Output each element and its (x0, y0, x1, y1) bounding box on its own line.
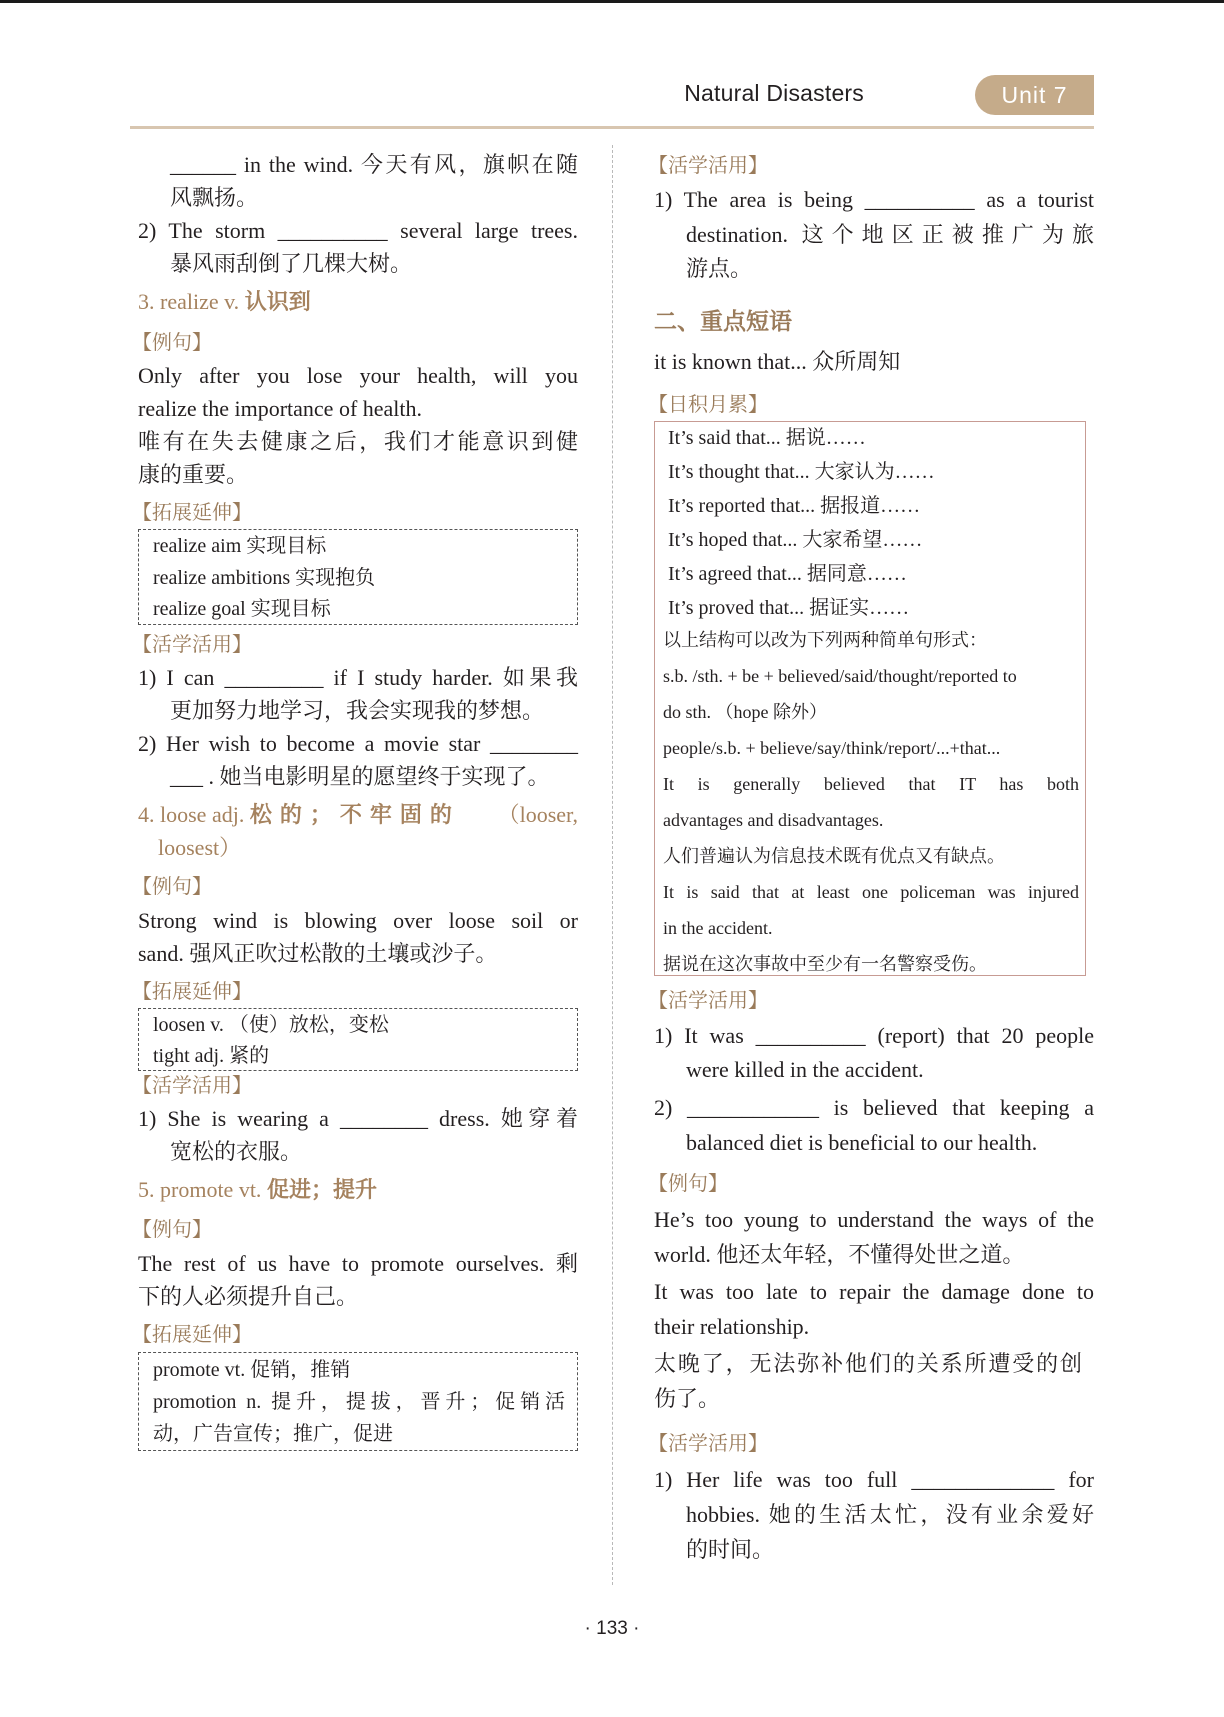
text-line: 宽松的衣服。 (170, 1139, 303, 1164)
note-line: 以上结构可以改为下列两种简单句形式： (663, 630, 987, 650)
note-line: do sth. （hope 除外） (663, 702, 827, 722)
text-line: 1) The area is being __________ as a tourist (654, 187, 1094, 212)
extension-box (138, 1352, 578, 1451)
text-line: 1) I can _________ if I study harder. 如果我 (138, 665, 578, 690)
section-label: 【日积月累】 (648, 392, 768, 416)
text-line: 暴风雨刮倒了几棵大树。 (170, 251, 413, 276)
phrase-item: It’s reported that... 据报道…… (668, 495, 921, 517)
text-line: 2) Her wish to become a movie star ________ (138, 731, 578, 756)
text-line: Only after you lose your health, will you (138, 363, 578, 388)
text-line: sand. 强风正吹过松散的土壤或沙子。 (138, 941, 498, 966)
vocab-heading: 5. promote vt. 促进；提升 (138, 1177, 377, 1202)
chapter-title: Natural Disasters (684, 80, 864, 106)
text-line: their relationship. (654, 1314, 810, 1339)
text-line: 康的重要。 (138, 462, 249, 487)
text-line: He’s too young to understand the ways of the (654, 1207, 1094, 1232)
text-line: 2) The storm __________ several large trees. (138, 218, 578, 243)
box-item: promote vt. 促销，推销 (153, 1359, 351, 1381)
box-item: loosen v. （使）放松，变松 (153, 1014, 389, 1036)
section-label: 【拓展延伸】 (132, 979, 252, 1003)
text-line: 更加努力地学习，我会实现我的梦想。 (170, 698, 545, 723)
note-line: in the accident. (663, 918, 773, 938)
section-label: 【例句】 (648, 1171, 728, 1195)
text-line: It was too late to repair the damage done to (654, 1279, 1094, 1304)
text-line: hobbies. 她的生活太忙，没有业余爱好 (686, 1502, 1094, 1527)
section-label: 【活学活用】 (648, 988, 768, 1012)
text-line: were killed in the accident. (686, 1057, 924, 1082)
text-line: destination. 这个地区正被推广为旅 (686, 222, 1094, 247)
text-line: ___ . 她当电影明星的愿望终于实现了。 (170, 764, 550, 789)
text-line: 下的人必须提升自己。 (138, 1284, 359, 1309)
note-line: It is generally believed that IT has both (663, 774, 1079, 794)
vocab-heading: 4. loose adj. 松的；不牢固的 （looser, (138, 802, 578, 827)
phrase-item: It’s agreed that... 据同意…… (668, 563, 907, 585)
box-item: 动，广告宣传；推广，促进 (153, 1423, 393, 1445)
section-label: 【拓展延伸】 (132, 500, 252, 524)
text-line: ______ in the wind. 今天有风，旗帜在随 (170, 152, 578, 177)
text-line: world. 他还太年轻，不懂得处世之道。 (654, 1242, 1025, 1267)
phrase-item: It’s thought that... 大家认为…… (668, 461, 935, 483)
section-label: 【例句】 (132, 874, 212, 898)
text-line: 唯有在失去健康之后，我们才能意识到健 (138, 429, 578, 454)
text-line: 风飘扬。 (170, 185, 259, 210)
text-line: 1) It was __________ (report) that 20 people (654, 1023, 1094, 1048)
section-label: 【例句】 (132, 330, 212, 354)
text-line: 1) She is wearing a ________ dress. 她穿着 (138, 1106, 578, 1131)
text-line: it is known that... 众所周知 (654, 349, 901, 374)
page-number: · 133 · (584, 1618, 640, 1639)
note-line: 据说在这次事故中至少有一名警察受伤。 (663, 954, 987, 974)
extension-box (138, 1008, 578, 1071)
note-line: It is said that at least one policeman was injured (663, 882, 1079, 902)
section-label: 【活学活用】 (132, 1073, 252, 1097)
text-line: 游点。 (686, 256, 753, 281)
text-line: 2) ____________ is believed that keeping a (654, 1095, 1094, 1120)
section-label: 【活学活用】 (648, 1431, 768, 1455)
text-line: 太晚了，无法弥补他们的关系所遭受的创 (654, 1351, 1082, 1376)
section-label: 【活学活用】 (648, 153, 768, 177)
box-item: promotion n. 提升，提拔，晋升；促销活 (153, 1391, 565, 1413)
text-line: The rest of us have to promote ourselves. 剩 (138, 1251, 578, 1276)
box-item: tight adj. 紧的 (153, 1045, 270, 1067)
text-line: balanced diet is beneficial to our health. (686, 1130, 1038, 1155)
unit-badge: Unit 7 (975, 75, 1094, 115)
text-line: 1) Her life was too full _____________ for (654, 1467, 1094, 1492)
text-line: 伤了。 (654, 1386, 721, 1411)
accumulation-box (654, 421, 1086, 976)
note-line: 人们普遍认为信息技术既有优点又有缺点。 (663, 846, 1005, 866)
vocab-heading-cont: loosest） (158, 835, 242, 860)
column-divider (612, 145, 613, 1585)
header-rule (130, 126, 1094, 129)
phrase-item: It’s proved that... 据证实…… (668, 597, 910, 619)
box-item: realize goal 实现目标 (153, 598, 331, 620)
section-label: 【例句】 (132, 1217, 212, 1241)
note-line: s.b. /sth. + be + believed/said/thought/reported to (663, 666, 1017, 686)
note-line: advantages and disadvantages. (663, 810, 884, 830)
box-item: realize aim 实现目标 (153, 535, 327, 557)
box-item: realize ambitions 实现抱负 (153, 567, 376, 589)
extension-box (138, 529, 578, 625)
phrase-item: It’s hoped that... 大家希望…… (668, 529, 923, 551)
section-label: 【活学活用】 (132, 632, 252, 656)
vocab-heading: 3. realize v. 认识到 (138, 289, 311, 314)
text-line: 的时间。 (686, 1537, 775, 1562)
note-line: people/s.b. + believe/say/think/report/...+that... (663, 738, 1001, 758)
section-heading: 二、重点短语 (654, 309, 792, 335)
text-line: realize the importance of health. (138, 396, 423, 421)
top-border (0, 0, 1224, 3)
text-line: Strong wind is blowing over loose soil or (138, 908, 578, 933)
phrase-item: It’s said that... 据说…… (668, 427, 866, 449)
section-label: 【拓展延伸】 (132, 1322, 252, 1346)
